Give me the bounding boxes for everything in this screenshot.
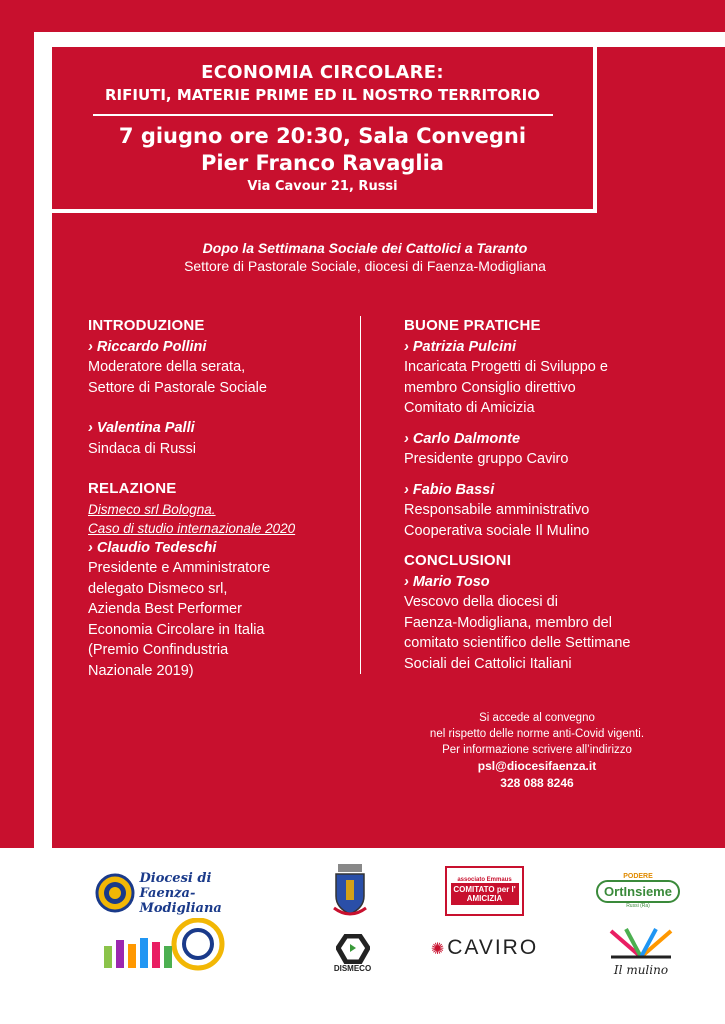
speaker-role: Cooperativa sociale Il Mulino <box>404 522 590 539</box>
speaker-name: › Valentina Palli <box>88 420 195 436</box>
section-introduzione: INTRODUZIONE <box>88 317 205 334</box>
speaker-role: comitato scientifico delle Settimane <box>404 635 631 651</box>
speaker-role: Azienda Best Performer <box>88 601 242 617</box>
caviro-logo-text: CAVIRO <box>447 936 539 959</box>
event-title: ECONOMIA CIRCOLARE: <box>201 62 444 83</box>
speaker-role: Responsabile amministrativo <box>404 502 590 518</box>
speaker-name: › Fabio Bassi <box>404 481 495 498</box>
header-box <box>52 47 597 213</box>
speaker-role: Economia Circolare in Italia <box>88 621 265 638</box>
comitato-amicizia-logo <box>445 866 524 916</box>
speaker-name: › Claudio Tedeschi <box>88 539 217 556</box>
caviro-logo <box>422 933 547 963</box>
dismeco-logo <box>325 926 380 981</box>
ortinsieme-logo <box>598 866 678 916</box>
diocesi-logo-text: Diocesi di Faenza-Modigliana <box>139 870 222 916</box>
event-address: Via Cavour 21, Russi <box>247 179 398 194</box>
contact-phone: 328 088 8246 <box>500 776 574 790</box>
section-relazione: RELAZIONE <box>88 480 177 497</box>
speaker-role: (Premio Confindustria <box>88 642 229 658</box>
caviro-swirl-icon: ✺ <box>430 938 445 958</box>
speaker-name: › Mario Toso <box>404 573 490 590</box>
comitato-logo-text: COMITATO per l' AMICIZIA <box>451 883 519 905</box>
speaker-role: Presidente gruppo Caviro <box>404 451 569 467</box>
ortinsieme-logo-sub: Russi (Ra) <box>626 903 650 909</box>
speaker-role: delegato Dismeco srl, <box>88 580 228 597</box>
case-study-line: Caso di studio internazionale 2020 <box>88 520 296 536</box>
info-line: nel rispetto delle norme anti-Covid vigenti. <box>429 728 645 740</box>
speaker-role: Faenza-Modigliana, membro del <box>404 614 612 631</box>
mulino-windmill-icon <box>606 927 676 963</box>
dismeco-mark-icon <box>336 934 370 964</box>
right-column <box>404 316 664 674</box>
event-subtitle: RIFIUTI, MATERIE PRIME ED IL NOSTRO TERRITORIO <box>104 86 540 104</box>
case-study-line: Dismeco srl Bologna. <box>88 501 216 517</box>
community-figures-icon <box>98 918 228 973</box>
speaker-role: Sociali dei Cattolici Italiani <box>404 655 572 672</box>
column-divider <box>360 316 361 674</box>
intro-line-2: Settore di Pastorale Sociale, diocesi di Faenza-Modigliana <box>184 258 546 274</box>
ortinsieme-logo-text: OrtInsieme <box>596 880 680 903</box>
dismeco-logo-text: DISMECO <box>333 964 372 973</box>
info-line: Si accede al convegno <box>479 712 595 724</box>
speaker-name: › Riccardo Pollini <box>88 338 207 355</box>
community-logo <box>98 918 228 973</box>
coat-of-arms-icon <box>332 862 368 918</box>
info-block <box>404 710 670 792</box>
mulino-logo-text: Il mulino <box>613 963 669 977</box>
section-buone-pratiche: BUONE PRATICHE <box>404 317 541 334</box>
sponsor-logos <box>0 848 725 1024</box>
section-conclusioni: CONCLUSIONI <box>404 552 512 569</box>
intro-block <box>90 240 640 274</box>
russi-coat-of-arms <box>330 860 370 920</box>
speaker-role: Vescovo della diocesi di <box>404 594 558 610</box>
left-column <box>88 316 338 681</box>
speaker-role: Nazionale 2019) <box>88 662 194 679</box>
spacer <box>404 470 664 480</box>
header-divider <box>93 114 553 116</box>
speaker-role: Comitato di Amicizia <box>404 400 535 416</box>
spacer <box>88 398 338 418</box>
speaker-role: Incaricata Progetti di Sviluppo e <box>404 359 608 375</box>
speaker-name: › Patrizia Pulcini <box>404 338 516 355</box>
comitato-logo-top: associato Emmaus <box>457 877 512 883</box>
speaker-role: Presidente e Amministratore <box>88 560 271 576</box>
info-line: Per informazione scrivere all’indirizzo <box>442 744 632 756</box>
speaker-role: Moderatore della serata, <box>88 359 246 375</box>
event-venue: Pier Franco Ravaglia <box>201 151 444 175</box>
speaker-role: membro Consiglio direttivo <box>404 379 576 396</box>
speaker-role: Sindaca di Russi <box>88 440 196 457</box>
event-date: 7 giugno ore 20:30, Sala Convegni <box>118 124 527 148</box>
frame-left-strip <box>34 213 52 848</box>
spacer <box>404 541 664 551</box>
speaker-role: Settore di Pastorale Sociale <box>88 379 267 396</box>
diocesi-seal-icon <box>95 873 135 913</box>
speaker-name: › Carlo Dalmonte <box>404 430 521 447</box>
spacer <box>88 459 338 479</box>
mulino-logo <box>595 923 687 981</box>
intro-line-1: Dopo la Settimana Sociale dei Cattolici a Taranto <box>202 240 528 256</box>
contact-email[interactable]: psl@diocesifaenza.it <box>477 759 597 773</box>
diocesi-logo <box>92 868 272 918</box>
ortinsieme-logo-top: PODERE <box>623 873 653 880</box>
spacer <box>404 419 664 429</box>
